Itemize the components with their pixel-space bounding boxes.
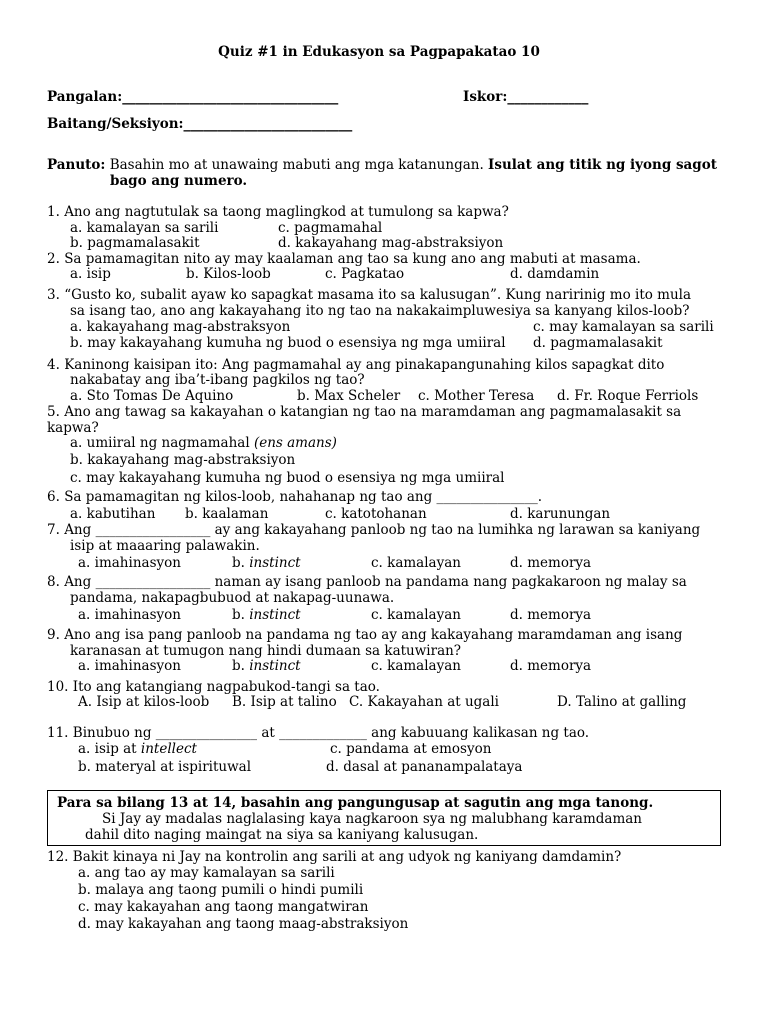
option-d xyxy=(557,694,686,710)
question-stem xyxy=(47,627,682,643)
option-text: memorya xyxy=(527,658,592,674)
option-letter: a. xyxy=(78,741,91,757)
instructions-label: Panuto: xyxy=(47,157,106,173)
option-text: kamalayan xyxy=(387,658,461,674)
option-d xyxy=(510,607,591,623)
option-a xyxy=(70,220,218,236)
question-number: 1. xyxy=(47,204,60,220)
option-b xyxy=(232,555,301,571)
option-letter: c. xyxy=(371,555,383,571)
question-text: Kaninong kaisipan ito: Ang pagmamahal ay ang pinakapangunahing kilos sapagkat dito xyxy=(64,357,665,373)
option-letter: d. xyxy=(557,388,570,404)
option-text: imahinasyon xyxy=(94,658,181,674)
option-d xyxy=(510,555,591,571)
option-text: karunungan xyxy=(527,506,611,522)
option-text: Sto Tomas De Aquino xyxy=(86,388,234,404)
option-letter: D. xyxy=(557,694,572,710)
option-text: imahinasyon xyxy=(94,555,181,571)
option-c xyxy=(533,319,714,335)
option-c xyxy=(70,470,504,486)
question-stem xyxy=(47,522,700,538)
option-letter: b. xyxy=(70,235,83,251)
question-text-continued: sa isang tao, ano ang kakayahang ito ng tao na nakakaimpluwesiya sa kanyang kilos-loob? xyxy=(70,303,690,319)
option-letter: a. xyxy=(70,220,83,236)
option-text: pandama at emosyon xyxy=(346,741,492,757)
option-text: kabutihan xyxy=(86,506,156,522)
option-letter: b. xyxy=(232,607,245,623)
question-text: Ano ang nagtutulak sa taong maglingkod at tumulong sa kapwa? xyxy=(64,204,509,220)
option-letter: c. xyxy=(371,658,383,674)
question-stem xyxy=(47,287,691,303)
option-letter: C. xyxy=(349,694,364,710)
option-letter: a. xyxy=(70,266,83,282)
question-text-continued: pandama, nakapagbubuod at nakapag-uunawa. xyxy=(70,590,395,606)
option-text: kamalayan xyxy=(387,607,461,623)
option-b xyxy=(186,266,271,282)
question-number: 6. xyxy=(47,489,60,505)
instructions-emphasis: bago ang numero. xyxy=(110,173,248,189)
question-text: Sa pamamagitan ng kilos-loob, nahahanap ng tao ang _______________. xyxy=(64,489,543,505)
option-b xyxy=(70,452,295,468)
question-stem xyxy=(47,204,509,220)
option-letter: c. xyxy=(330,741,342,757)
option-text: kamalayan xyxy=(387,555,461,571)
option-letter: b. xyxy=(70,335,83,351)
option-c xyxy=(371,555,461,571)
option-text: Max Scheler xyxy=(314,388,401,404)
question-text-continued: nakabatay ang iba’t-ibang pagkilos ng tao? xyxy=(70,372,365,388)
page-title: Quiz #1 in Edukasyon sa Pagpapakatao 10 xyxy=(218,44,540,60)
option-text: Isip at kilos-loob xyxy=(96,694,210,710)
option-text: dasal at pananampalataya xyxy=(343,759,523,775)
option-text: materyal at ispirituwal xyxy=(95,759,252,775)
option-letter: d. xyxy=(510,506,523,522)
option-d xyxy=(278,235,503,251)
option-text: may kamalayan sa sarili xyxy=(549,319,714,335)
question-text: Binubuo ng _______________ at _____________ ang kabuuang kalikasan ng tao. xyxy=(72,725,590,741)
question-stem xyxy=(47,404,681,420)
option-letter: b. xyxy=(232,555,245,571)
question-text-continued: karanasan at tumugon nang hindi dumaan sa katuwiran? xyxy=(70,643,462,659)
option-letter: d. xyxy=(326,759,339,775)
question-text-continued: kapwa? xyxy=(47,420,99,436)
option-text: damdamin xyxy=(527,266,600,282)
option-letter: a. xyxy=(78,658,91,674)
instructions-text: Basahin mo at unawaing mabuti ang mga katanungan. xyxy=(109,157,484,173)
option-c xyxy=(325,266,404,282)
option-b xyxy=(70,335,506,351)
option-a xyxy=(78,741,197,757)
option-text-italic: instinct xyxy=(249,607,301,623)
option-d xyxy=(78,916,408,932)
option-a xyxy=(70,435,337,451)
option-text: may kakayahan ang taong maag-abstraksiyon xyxy=(95,916,409,932)
option-d xyxy=(326,759,522,775)
option-d xyxy=(510,658,591,674)
option-letter: c. xyxy=(78,899,90,915)
question-number: 5. xyxy=(47,404,60,420)
option-text: Fr. Roque Ferriols xyxy=(574,388,699,404)
option-text-italic: intellect xyxy=(140,741,197,757)
option-text: may kakayahang kumuha ng buod o esensiya ng mga umiiral xyxy=(86,470,505,486)
option-text-italic: instinct xyxy=(249,658,301,674)
option-text: imahinasyon xyxy=(94,607,181,623)
passage-heading: Para sa bilang 13 at 14, basahin ang pangungusap at sagutin ang mga tanong. xyxy=(57,795,654,811)
option-letter: a. xyxy=(78,607,91,623)
option-text: isip xyxy=(86,266,111,282)
question-number: 2. xyxy=(47,251,60,267)
option-letter: b. xyxy=(70,452,83,468)
option-letter: d. xyxy=(510,266,523,282)
option-letter: d. xyxy=(510,658,523,674)
option-letter: d. xyxy=(533,335,546,351)
option-letter: A. xyxy=(78,694,93,710)
option-letter: c. xyxy=(278,220,290,236)
question-number: 12. xyxy=(47,849,69,865)
score-field: Iskor:____________ xyxy=(463,89,589,105)
option-text: pagmamalasakit xyxy=(550,335,663,351)
option-text: malaya ang taong pumili o hindi pumili xyxy=(95,882,364,898)
question-text: Sa pamamagitan nito ay may kaalaman ang tao sa kung ano ang mabuti at masama. xyxy=(64,251,641,267)
option-c xyxy=(325,506,427,522)
question-stem xyxy=(47,574,687,590)
option-text: Isip at talino xyxy=(250,694,337,710)
question-stem xyxy=(47,489,542,505)
option-text: pagmamahal xyxy=(294,220,383,236)
option-a xyxy=(78,555,181,571)
question-stem xyxy=(47,357,664,373)
option-text: kakayahang mag-abstraksiyon xyxy=(295,235,504,251)
question-stem xyxy=(47,251,641,267)
option-text: memorya xyxy=(527,607,592,623)
option-letter: c. xyxy=(70,470,82,486)
option-text: may kakayahan ang taong mangatwiran xyxy=(94,899,369,915)
question-text: Ito ang katangiang nagpabukod-tangi sa tao. xyxy=(72,679,380,695)
option-text: kaalaman xyxy=(202,506,269,522)
option-c xyxy=(371,658,461,674)
option-c xyxy=(349,694,499,710)
question-number: 3. xyxy=(47,287,60,303)
option-text: ang tao ay may kamalayan sa sarili xyxy=(94,865,335,881)
option-letter: b. xyxy=(186,266,199,282)
option-letter: b. xyxy=(297,388,310,404)
question-stem xyxy=(47,725,589,741)
option-text: Mother Teresa xyxy=(434,388,535,404)
option-letter: d. xyxy=(78,916,91,932)
name-field: Pangalan:________________________________ xyxy=(47,89,339,105)
option-letter: c. xyxy=(325,506,337,522)
option-text: Kakayahan at ugali xyxy=(367,694,499,710)
question-number: 9. xyxy=(47,627,60,643)
option-text: memorya xyxy=(527,555,592,571)
option-a xyxy=(78,658,181,674)
option-letter: a. xyxy=(70,319,83,335)
option-text: katotohanan xyxy=(341,506,427,522)
question-stem xyxy=(47,849,621,865)
option-c xyxy=(78,899,368,915)
option-text: may kakayahang kumuha ng buod o esensiya ng mga umiiral xyxy=(87,335,506,351)
passage-text: Si Jay ay madalas naglalasing kaya nagkaroon sya ng malubhang karamdaman xyxy=(102,811,642,827)
option-letter: d. xyxy=(510,607,523,623)
section-field: Baitang/Seksiyon:_________________________ xyxy=(47,116,353,132)
question-number: 11. xyxy=(47,725,69,741)
option-d xyxy=(533,335,663,351)
option-b xyxy=(232,658,301,674)
instructions-line xyxy=(47,157,717,173)
option-a xyxy=(70,506,155,522)
option-a xyxy=(78,694,209,710)
option-letter: d. xyxy=(278,235,291,251)
option-text: umiiral ng nagmamahal xyxy=(86,435,250,451)
option-letter: c. xyxy=(325,266,337,282)
option-text: kakayahang mag-abstraksiyon xyxy=(87,452,296,468)
option-letter: a. xyxy=(78,555,91,571)
option-b xyxy=(232,694,337,710)
option-letter: b. xyxy=(232,658,245,674)
option-letter: a. xyxy=(70,506,83,522)
question-text: Ang _________________ naman ay isang panloob na pandama nang pagkakaroon ng malay sa xyxy=(64,574,687,590)
option-text: isip at xyxy=(94,741,137,757)
option-a xyxy=(78,607,181,623)
option-text: kamalayan sa sarili xyxy=(86,220,219,236)
option-b xyxy=(78,759,251,775)
option-a xyxy=(78,865,335,881)
option-letter: d. xyxy=(510,555,523,571)
option-b xyxy=(232,607,301,623)
option-letter: b. xyxy=(78,882,91,898)
option-text-italic: instinct xyxy=(249,555,301,571)
question-number: 10. xyxy=(47,679,69,695)
question-text: Ang _________________ ay ang kakayahang panloob ng tao na lumihka ng larawan sa kaniyang xyxy=(64,522,701,538)
option-a xyxy=(70,388,233,404)
option-text-italic: (ens amans) xyxy=(253,435,337,451)
option-d xyxy=(557,388,698,404)
option-letter: a. xyxy=(70,388,83,404)
question-number: 4. xyxy=(47,357,60,373)
question-number: 7. xyxy=(47,522,60,538)
option-a xyxy=(70,319,290,335)
option-b xyxy=(78,882,363,898)
option-letter: a. xyxy=(70,435,83,451)
option-letter: c. xyxy=(371,607,383,623)
option-letter: B. xyxy=(232,694,247,710)
question-text-continued: isip at maaaring palawakin. xyxy=(70,538,260,554)
option-letter: c. xyxy=(418,388,430,404)
option-text: pagmamalasakit xyxy=(87,235,200,251)
option-b xyxy=(70,235,200,251)
question-stem xyxy=(47,679,380,695)
question-text: Ano ang isa pang panloob na pandama ng tao ay ang kakayahang maramdaman ang isang xyxy=(64,627,683,643)
option-d xyxy=(510,266,599,282)
option-c xyxy=(418,388,534,404)
option-letter: a. xyxy=(78,865,91,881)
option-letter: c. xyxy=(533,319,545,335)
passage-text: dahil dito naging maingat na siya sa kaniyang kalusugan. xyxy=(85,827,479,843)
question-text: Bakit kinaya ni Jay na kontrolin ang sarili at ang udyok ng kaniyang damdamin? xyxy=(72,849,622,865)
option-text: Kilos-loob xyxy=(203,266,271,282)
instructions-emphasis: Isulat ang titik ng iyong sagot xyxy=(488,157,717,173)
option-a xyxy=(70,266,111,282)
option-text: kakayahang mag-abstraksyon xyxy=(86,319,291,335)
option-b xyxy=(297,388,400,404)
option-b xyxy=(185,506,268,522)
question-number: 8. xyxy=(47,574,60,590)
option-c xyxy=(330,741,491,757)
option-text: Talino at galling xyxy=(575,694,687,710)
option-text: Pagkatao xyxy=(341,266,405,282)
question-text: Ano ang tawag sa kakayahan o katangian ng tao na maramdaman ang pagmamalasakit sa xyxy=(64,404,682,420)
question-text: “Gusto ko, subalit ayaw ko sapagkat masama ito sa kalusugan”. Kung naririnig mo ito mula xyxy=(64,287,692,303)
option-letter: b. xyxy=(78,759,91,775)
option-letter: b. xyxy=(185,506,198,522)
option-c xyxy=(371,607,461,623)
option-d xyxy=(510,506,610,522)
option-c xyxy=(278,220,382,236)
